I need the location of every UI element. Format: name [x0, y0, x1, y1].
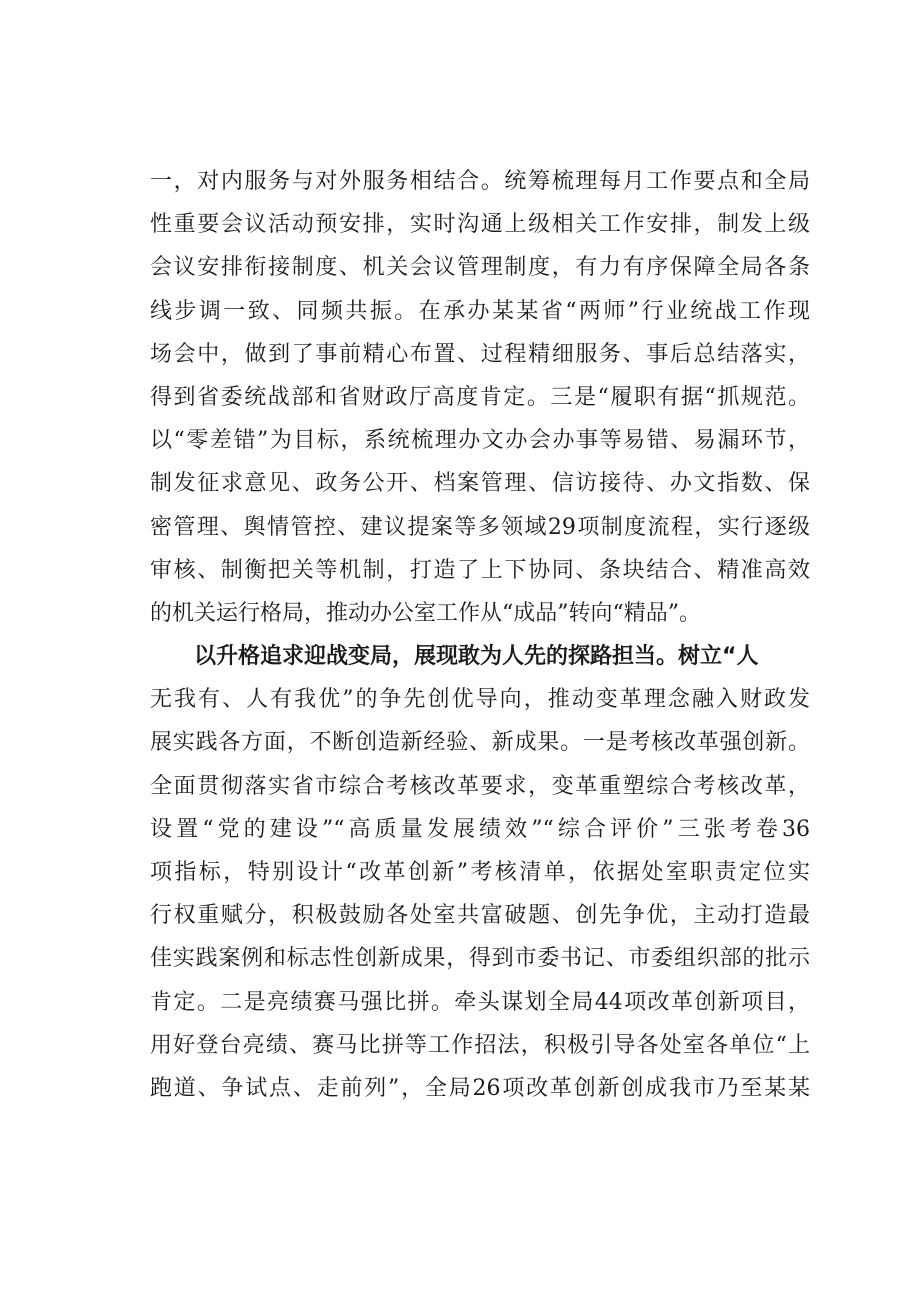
text-line: 跑道、争试点、走前列”，全局26项改革创新创成我市乃至某某 — [150, 1075, 810, 1101]
text-line: 无我有、人有我优”的争先创优导向，推动变革理念融入财政发 — [150, 687, 810, 713]
body-text — [150, 160, 810, 1110]
text-line: 用好登台亮绩、赛马比拼等工作招法，积极引导各处室各单位“上 — [150, 1032, 810, 1058]
text-line: 一，对内服务与对外服务相结合。统筹梳理每月工作要点和全局 — [150, 169, 810, 194]
text-line: 会议安排衔接制度、机关会议管理制度，有力有序保障全局各条 — [150, 255, 810, 281]
text-line: 全面贯彻落实省市综合考核改革要求，变革重塑综合考核改革， — [150, 773, 810, 799]
text-line: 审核、制衡把关等机制，打造了上下协同、条块结合、精准高效 — [150, 557, 810, 583]
text-line: 性重要会议活动预安排，实时沟通上级相关工作安排，制发上级 — [150, 212, 810, 238]
text-line: 得到省委统战部和省财政厅高度肯定。三是“履职有据“抓规范。 — [150, 384, 810, 410]
text-line: 展实践各方面，不断创造新经验、新成果。一是考核改革强创新。 — [150, 730, 810, 756]
paragraph-heading-line — [150, 635, 810, 678]
text-line: 佳实践案例和标志性创新成果，得到市委书记、市委组织部的批示 — [150, 946, 810, 972]
text-line: 的机关运行格局，推动办公室工作从“成品”转向“精品”。 — [150, 600, 701, 626]
paragraph-2 — [150, 635, 810, 1110]
heading-line-rest: 树立“人 — [678, 644, 759, 670]
text-line: 设置“党的建设”“高质量发展绩效”“综合评价”三张考卷36 — [150, 816, 810, 842]
text-line: 以“零差错”为目标，系统梳理办文办会办事等易错、易漏环节， — [150, 428, 810, 454]
paragraph-1 — [150, 160, 810, 635]
text-line: 项指标，特别设计“改革创新”考核清单，依据处室职责定位实 — [150, 860, 810, 885]
text-line: 线步调一致、同频共振。在承办某某省“两师”行业统战工作现 — [150, 298, 810, 324]
text-line: 制发征求意见、政务公开、档案管理、信访接待、办文指数、保 — [150, 471, 810, 497]
text-line: 行权重赋分，积极鼓励各处室共富破题、创先争优，主动打造最 — [150, 903, 810, 929]
text-line: 场会中，做到了事前精心布置、过程精细服务、事后总结落实， — [150, 341, 810, 367]
text-line: 肯定。二是亮绩赛马强比拼。牵头谋划全局44项改革创新项目， — [150, 989, 810, 1015]
text-line: 密管理、舆情管控、建议提案等多领域29项制度流程，实行逐级 — [150, 514, 810, 540]
paragraph-heading: 以升格追求迎战变局，展现敢为人先的探路担当。 — [194, 644, 679, 670]
